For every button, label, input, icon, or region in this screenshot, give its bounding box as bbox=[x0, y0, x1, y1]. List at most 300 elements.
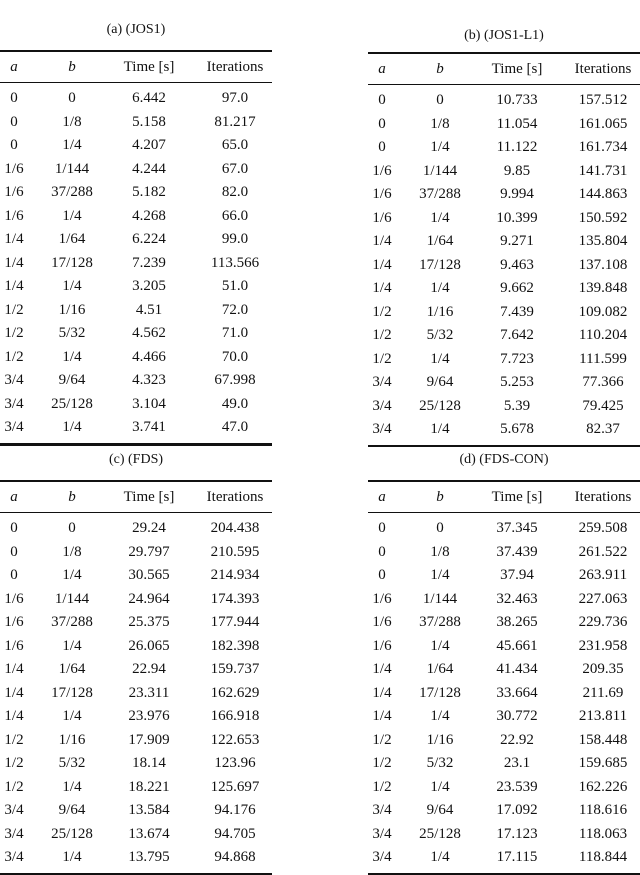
table-cell: 1/4 bbox=[62, 778, 82, 795]
table-cell: 4.466 bbox=[132, 348, 166, 365]
table-cell: 1/6 bbox=[4, 207, 24, 224]
table-cell: 161.065 bbox=[578, 115, 628, 132]
table-cell: 1/4 bbox=[430, 567, 450, 583]
table-cell: 1/4 bbox=[430, 849, 450, 865]
table-row bbox=[368, 517, 640, 539]
column-header: a bbox=[378, 61, 386, 77]
table-cell: 7.239 bbox=[132, 254, 166, 271]
table-cell: 213.811 bbox=[578, 708, 628, 724]
table-cell: 17/128 bbox=[51, 254, 93, 271]
table-cell: 17.092 bbox=[496, 802, 538, 818]
table-cell: 1/4 bbox=[430, 209, 450, 226]
table-caption: (b) (JOS1-L1) bbox=[464, 28, 544, 43]
table-cell: 1/16 bbox=[58, 301, 86, 318]
table-row bbox=[0, 611, 272, 633]
table-cell: 81.217 bbox=[214, 113, 256, 130]
table-cell: 9.662 bbox=[500, 280, 534, 296]
table-cell: 162.226 bbox=[578, 778, 628, 795]
table-row bbox=[368, 541, 640, 563]
table-cell: 111.599 bbox=[579, 350, 627, 367]
table-cell: 1/2 bbox=[4, 348, 24, 365]
table-row bbox=[368, 564, 640, 586]
table-cell: 23.539 bbox=[496, 778, 538, 795]
table-cell: 25/128 bbox=[419, 825, 461, 842]
table-cell: 7.439 bbox=[500, 303, 534, 320]
table-cell: 9/64 bbox=[58, 802, 86, 818]
table-cell: 0 bbox=[68, 520, 76, 536]
table-cell: 135.804 bbox=[578, 233, 628, 249]
caption-top-rule bbox=[0, 444, 272, 446]
table-cell: 37.345 bbox=[496, 520, 538, 536]
table-cell: 144.863 bbox=[578, 186, 628, 202]
table-cell: 18.14 bbox=[132, 755, 166, 771]
table-cell: 17/128 bbox=[419, 256, 461, 273]
table-row bbox=[0, 799, 272, 821]
table-cell: 1/4 bbox=[372, 661, 392, 677]
table-cell: 1/4 bbox=[372, 233, 392, 249]
table-cell: 22.92 bbox=[500, 731, 534, 748]
table-cell: 24.964 bbox=[128, 590, 170, 607]
table-cell: 3.104 bbox=[132, 395, 166, 412]
table-cell: 7.642 bbox=[500, 327, 534, 343]
table-cell: 1/6 bbox=[372, 590, 392, 607]
table-cell: 231.958 bbox=[578, 637, 628, 654]
table-cell: 0 bbox=[10, 113, 18, 130]
table-cell: 82.0 bbox=[221, 184, 249, 200]
table-cell: 0 bbox=[10, 137, 18, 153]
table-cell: 1/144 bbox=[422, 590, 458, 607]
table-row bbox=[0, 823, 272, 845]
table-cell: 7.723 bbox=[500, 350, 534, 367]
table-cell: 209.35 bbox=[582, 661, 624, 677]
header-rule bbox=[368, 512, 640, 513]
table-cell: 1/16 bbox=[426, 303, 454, 320]
table-cell: 9.463 bbox=[500, 256, 534, 273]
table-cell: 25/128 bbox=[51, 825, 93, 842]
table-cell: 23.1 bbox=[503, 755, 531, 771]
table-cell: 1/4 bbox=[372, 684, 392, 701]
table-cell: 5.253 bbox=[500, 374, 534, 390]
table-cell: 37/288 bbox=[419, 186, 461, 202]
table-cell: 13.584 bbox=[128, 802, 170, 818]
table-cell: 17/128 bbox=[51, 684, 93, 701]
table-cell: 214.934 bbox=[210, 567, 260, 583]
table-row bbox=[368, 705, 640, 727]
table-cell: 4.268 bbox=[132, 207, 166, 224]
table-cell: 118.063 bbox=[578, 825, 628, 842]
table-cell: 1/4 bbox=[62, 567, 82, 583]
top-rule bbox=[368, 480, 640, 482]
table-cell: 1/2 bbox=[4, 755, 24, 771]
table-cell: 1/4 bbox=[430, 280, 450, 296]
table-cell: 3.205 bbox=[132, 278, 166, 294]
table-cell: 174.393 bbox=[210, 590, 260, 607]
table-cell: 1/6 bbox=[372, 186, 392, 202]
table-cell: 118.616 bbox=[578, 802, 628, 818]
table-row bbox=[0, 776, 272, 798]
column-header: Iterations bbox=[574, 61, 632, 77]
table-row bbox=[0, 588, 272, 610]
table-cell: 23.976 bbox=[128, 708, 170, 724]
table-cell: 72.0 bbox=[221, 301, 249, 318]
table-cell: 4.207 bbox=[132, 137, 166, 153]
table-row bbox=[0, 682, 272, 704]
table-cell: 1/2 bbox=[4, 325, 24, 341]
table-cell: 259.508 bbox=[578, 520, 628, 536]
table-cell: 1/2 bbox=[4, 731, 24, 748]
table-cell: 37/288 bbox=[51, 614, 93, 630]
bottom-rule bbox=[368, 873, 640, 875]
table-cell: 1/16 bbox=[426, 731, 454, 748]
table-cell: 23.311 bbox=[128, 684, 170, 701]
table-cell: 9.994 bbox=[500, 186, 534, 202]
table-cell: 1/2 bbox=[4, 778, 24, 795]
table-cell: 263.911 bbox=[578, 567, 628, 583]
column-header: b bbox=[436, 489, 444, 505]
table-row bbox=[0, 541, 272, 563]
table-cell: 13.795 bbox=[128, 849, 170, 865]
table-cell: 122.653 bbox=[210, 731, 260, 748]
table-cell: 1/4 bbox=[430, 708, 450, 724]
table-cell: 37.94 bbox=[500, 567, 534, 583]
table-row bbox=[0, 752, 272, 774]
table-cell: 1/4 bbox=[4, 708, 24, 724]
table-cell: 30.565 bbox=[128, 567, 170, 583]
table-cell: 139.848 bbox=[578, 280, 628, 296]
table-cell: 1/144 bbox=[54, 160, 90, 177]
table-cell: 3/4 bbox=[4, 372, 24, 388]
table-cell: 94.705 bbox=[214, 825, 256, 842]
table-cell: 211.69 bbox=[582, 684, 624, 701]
table-cell: 161.734 bbox=[578, 139, 628, 155]
table-cell: 141.731 bbox=[578, 162, 628, 179]
table-cell: 3/4 bbox=[372, 849, 392, 865]
table-cell: 109.082 bbox=[578, 303, 628, 320]
table-fds bbox=[0, 0, 272, 875]
header-row bbox=[368, 486, 640, 508]
column-header: Time [s] bbox=[491, 489, 543, 505]
table-cell: 37/288 bbox=[51, 184, 93, 200]
table-cell: 0 bbox=[10, 90, 18, 106]
table-cell: 0 bbox=[10, 520, 18, 536]
table-row bbox=[368, 799, 640, 821]
table-row bbox=[368, 635, 640, 657]
table-cell: 17.115 bbox=[496, 849, 538, 865]
table-cell: 1/4 bbox=[430, 139, 450, 155]
table-cell: 204.438 bbox=[210, 520, 260, 536]
table-cell: 3/4 bbox=[372, 421, 392, 437]
table-cell: 9/64 bbox=[426, 374, 454, 390]
table-cell: 157.512 bbox=[578, 92, 628, 108]
table-cell: 13.674 bbox=[128, 825, 170, 842]
table-cell: 113.566 bbox=[210, 254, 260, 271]
table-caption: (d) (FDS-CON) bbox=[459, 452, 549, 467]
table-cell: 9/64 bbox=[58, 372, 86, 388]
table-cell: 1/4 bbox=[430, 637, 450, 654]
table-cell: 37/288 bbox=[419, 614, 461, 630]
table-cell: 71.0 bbox=[221, 325, 249, 341]
table-cell: 3/4 bbox=[4, 825, 24, 842]
table-cell: 1/2 bbox=[372, 755, 392, 771]
table-cell: 1/2 bbox=[372, 350, 392, 367]
table-cell: 1/6 bbox=[4, 590, 24, 607]
table-cell: 99.0 bbox=[221, 231, 249, 247]
table-cell: 0 bbox=[378, 520, 386, 536]
table-cell: 66.0 bbox=[221, 207, 249, 224]
table-cell: 3/4 bbox=[372, 825, 392, 842]
table-cell: 227.063 bbox=[578, 590, 628, 607]
table-cell: 25/128 bbox=[419, 397, 461, 414]
table-cell: 22.94 bbox=[132, 661, 166, 677]
table-cell: 0 bbox=[378, 139, 386, 155]
table-cell: 1/6 bbox=[4, 614, 24, 630]
column-header: a bbox=[10, 59, 18, 75]
table-cell: 1/144 bbox=[422, 162, 458, 179]
table-cell: 5/32 bbox=[58, 325, 86, 341]
table-cell: 0 bbox=[436, 520, 444, 536]
table-cell: 1/144 bbox=[54, 590, 90, 607]
table-row bbox=[368, 752, 640, 774]
table-cell: 3/4 bbox=[372, 397, 392, 414]
table-cell: 3/4 bbox=[4, 802, 24, 818]
table-cell: 37.439 bbox=[496, 543, 538, 560]
table-cell: 32.463 bbox=[496, 590, 538, 607]
table-row bbox=[0, 564, 272, 586]
table-cell: 29.24 bbox=[132, 520, 166, 536]
header-row bbox=[0, 486, 272, 508]
table-cell: 17.909 bbox=[128, 731, 170, 748]
table-cell: 1/4 bbox=[4, 661, 24, 677]
table-cell: 0 bbox=[436, 92, 444, 108]
column-header: b bbox=[68, 489, 76, 505]
table-cell: 261.522 bbox=[578, 543, 628, 560]
table-cell: 0 bbox=[68, 90, 76, 106]
table-cell: 25/128 bbox=[51, 395, 93, 412]
table-cell: 0 bbox=[10, 567, 18, 583]
table-cell: 38.265 bbox=[496, 614, 538, 630]
table-cell: 77.366 bbox=[582, 374, 624, 390]
column-header: b bbox=[436, 61, 444, 77]
table-cell: 94.868 bbox=[214, 849, 256, 865]
table-cell: 1/8 bbox=[430, 115, 450, 132]
table-cell: 5.678 bbox=[500, 421, 534, 437]
table-cell: 1/4 bbox=[372, 256, 392, 273]
table-cell: 150.592 bbox=[578, 209, 628, 226]
table-cell: 125.697 bbox=[210, 778, 260, 795]
column-header: b bbox=[68, 59, 76, 75]
table-row bbox=[368, 846, 640, 868]
table-cell: 33.664 bbox=[496, 684, 538, 701]
table-cell: 1/4 bbox=[372, 708, 392, 724]
column-header: a bbox=[378, 489, 386, 505]
table-cell: 1/4 bbox=[4, 278, 24, 294]
table-cell: 1/4 bbox=[4, 231, 24, 247]
table-cell: 51.0 bbox=[221, 278, 249, 294]
table-cell: 26.065 bbox=[128, 637, 170, 654]
table-cell: 4.562 bbox=[132, 325, 166, 341]
table-cell: 79.425 bbox=[582, 397, 624, 414]
table-row bbox=[368, 588, 640, 610]
column-header: a bbox=[10, 489, 18, 505]
table-cell: 159.685 bbox=[578, 755, 628, 771]
table-row bbox=[0, 658, 272, 680]
bottom-rule bbox=[0, 873, 272, 875]
table-cell: 41.434 bbox=[496, 661, 538, 677]
table-row bbox=[368, 658, 640, 680]
table-cell: 162.629 bbox=[210, 684, 260, 701]
table-cell: 1/4 bbox=[4, 254, 24, 271]
table-cell: 158.448 bbox=[578, 731, 628, 748]
table-cell: 1/8 bbox=[62, 113, 82, 130]
table-cell: 1/8 bbox=[430, 543, 450, 560]
table-row bbox=[0, 846, 272, 868]
table-cell: 3/4 bbox=[4, 849, 24, 865]
table-cell: 1/4 bbox=[62, 137, 82, 153]
table-cell: 137.108 bbox=[578, 256, 628, 273]
table-cell: 177.944 bbox=[210, 614, 260, 630]
table-cell: 1/64 bbox=[426, 661, 454, 677]
table-cell: 5/32 bbox=[426, 327, 454, 343]
column-header: Iterations bbox=[574, 489, 632, 505]
table-row bbox=[0, 705, 272, 727]
table-cell: 29.797 bbox=[128, 543, 170, 560]
table-cell: 1/4 bbox=[430, 778, 450, 795]
table-cell: 5/32 bbox=[426, 755, 454, 771]
table-row bbox=[368, 729, 640, 751]
table-cell: 1/4 bbox=[372, 280, 392, 296]
table-cell: 1/4 bbox=[4, 684, 24, 701]
table-cell: 182.398 bbox=[210, 637, 260, 654]
table-cell: 1/2 bbox=[372, 303, 392, 320]
table-cell: 1/6 bbox=[4, 160, 24, 177]
table-cell: 1/4 bbox=[62, 849, 82, 865]
table-cell: 5.39 bbox=[503, 397, 531, 414]
table-fds-con bbox=[368, 0, 640, 875]
column-header: Iterations bbox=[206, 489, 264, 505]
top-rule bbox=[0, 480, 272, 482]
table-cell: 5.182 bbox=[132, 184, 166, 200]
table-cell: 10.399 bbox=[496, 209, 538, 226]
table-cell: 45.661 bbox=[496, 637, 538, 654]
table-row bbox=[368, 611, 640, 633]
header-rule bbox=[0, 512, 272, 513]
table-cell: 9/64 bbox=[426, 802, 454, 818]
table-cell: 3/4 bbox=[4, 395, 24, 412]
table-cell: 0 bbox=[378, 115, 386, 132]
table-cell: 1/4 bbox=[62, 348, 82, 365]
table-cell: 9.271 bbox=[500, 233, 534, 249]
table-cell: 11.122 bbox=[496, 139, 538, 155]
table-cell: 1/4 bbox=[62, 637, 82, 654]
table-cell: 1/8 bbox=[62, 543, 82, 560]
table-cell: 118.844 bbox=[578, 849, 628, 865]
table-cell: 3/4 bbox=[372, 802, 392, 818]
table-row bbox=[0, 729, 272, 751]
table-row bbox=[0, 517, 272, 539]
table-cell: 4.244 bbox=[132, 160, 166, 177]
table-cell: 1/4 bbox=[430, 350, 450, 367]
table-cell: 70.0 bbox=[221, 348, 249, 365]
table-cell: 6.224 bbox=[132, 231, 166, 247]
table-cell: 1/6 bbox=[372, 637, 392, 654]
table-cell: 0 bbox=[10, 543, 18, 560]
table-cell: 123.96 bbox=[214, 755, 256, 771]
table-cell: 1/2 bbox=[4, 301, 24, 318]
table-caption: (c) (FDS) bbox=[108, 452, 164, 467]
table-cell: 94.176 bbox=[214, 802, 256, 818]
table-cell: 4.323 bbox=[132, 372, 166, 388]
table-cell: 1/64 bbox=[426, 233, 454, 249]
table-cell: 30.772 bbox=[496, 708, 538, 724]
table-row bbox=[368, 682, 640, 704]
table-cell: 1/6 bbox=[372, 162, 392, 179]
table-cell: 0 bbox=[378, 543, 386, 560]
table-row bbox=[368, 776, 640, 798]
table-cell: 1/2 bbox=[372, 327, 392, 343]
table-cell: 9.85 bbox=[503, 162, 531, 179]
table-cell: 229.736 bbox=[578, 614, 628, 630]
table-caption: (a) (JOS1) bbox=[106, 22, 166, 37]
table-cell: 1/4 bbox=[62, 278, 82, 294]
table-cell: 210.595 bbox=[210, 543, 260, 560]
table-cell: 1/4 bbox=[62, 207, 82, 224]
table-cell: 110.204 bbox=[578, 327, 628, 343]
column-header: Time [s] bbox=[123, 59, 175, 75]
table-cell: 1/4 bbox=[62, 419, 82, 435]
table-cell: 1/64 bbox=[58, 661, 86, 677]
table-cell: 5/32 bbox=[58, 755, 86, 771]
table-cell: 97.0 bbox=[221, 90, 249, 106]
table-cell: 1/6 bbox=[4, 637, 24, 654]
table-cell: 1/64 bbox=[58, 231, 86, 247]
table-cell: 6.442 bbox=[132, 90, 166, 106]
table-cell: 1/2 bbox=[372, 731, 392, 748]
table-cell: 1/4 bbox=[430, 421, 450, 437]
table-cell: 0 bbox=[378, 92, 386, 108]
table-cell: 1/6 bbox=[4, 184, 24, 200]
table-cell: 1/4 bbox=[62, 708, 82, 724]
table-cell: 18.221 bbox=[128, 778, 170, 795]
table-cell: 10.733 bbox=[496, 92, 538, 108]
table-cell: 11.054 bbox=[496, 115, 538, 132]
table-cell: 1/2 bbox=[372, 778, 392, 795]
table-cell: 47.0 bbox=[221, 419, 249, 435]
table-cell: 67.998 bbox=[214, 372, 256, 388]
table-cell: 159.737 bbox=[210, 661, 260, 677]
table-cell: 3/4 bbox=[4, 419, 24, 435]
table-cell: 3/4 bbox=[372, 374, 392, 390]
table-cell: 1/16 bbox=[58, 731, 86, 748]
table-cell: 5.158 bbox=[132, 113, 166, 130]
table-cell: 4.51 bbox=[135, 301, 163, 318]
table-row bbox=[0, 635, 272, 657]
table-row bbox=[368, 823, 640, 845]
table-cell: 17.123 bbox=[496, 825, 538, 842]
column-header: Iterations bbox=[206, 59, 264, 75]
table-cell: 67.0 bbox=[221, 160, 249, 177]
caption-top-rule bbox=[368, 445, 640, 447]
table-cell: 1/6 bbox=[372, 209, 392, 226]
table-cell: 82.37 bbox=[586, 421, 620, 437]
table-cell: 1/6 bbox=[372, 614, 392, 630]
table-cell: 49.0 bbox=[221, 395, 249, 412]
table-cell: 166.918 bbox=[210, 708, 260, 724]
column-header: Time [s] bbox=[123, 489, 175, 505]
column-header: Time [s] bbox=[491, 61, 543, 77]
table-cell: 65.0 bbox=[221, 137, 249, 153]
table-cell: 25.375 bbox=[128, 614, 170, 630]
table-cell: 3.741 bbox=[132, 419, 166, 435]
